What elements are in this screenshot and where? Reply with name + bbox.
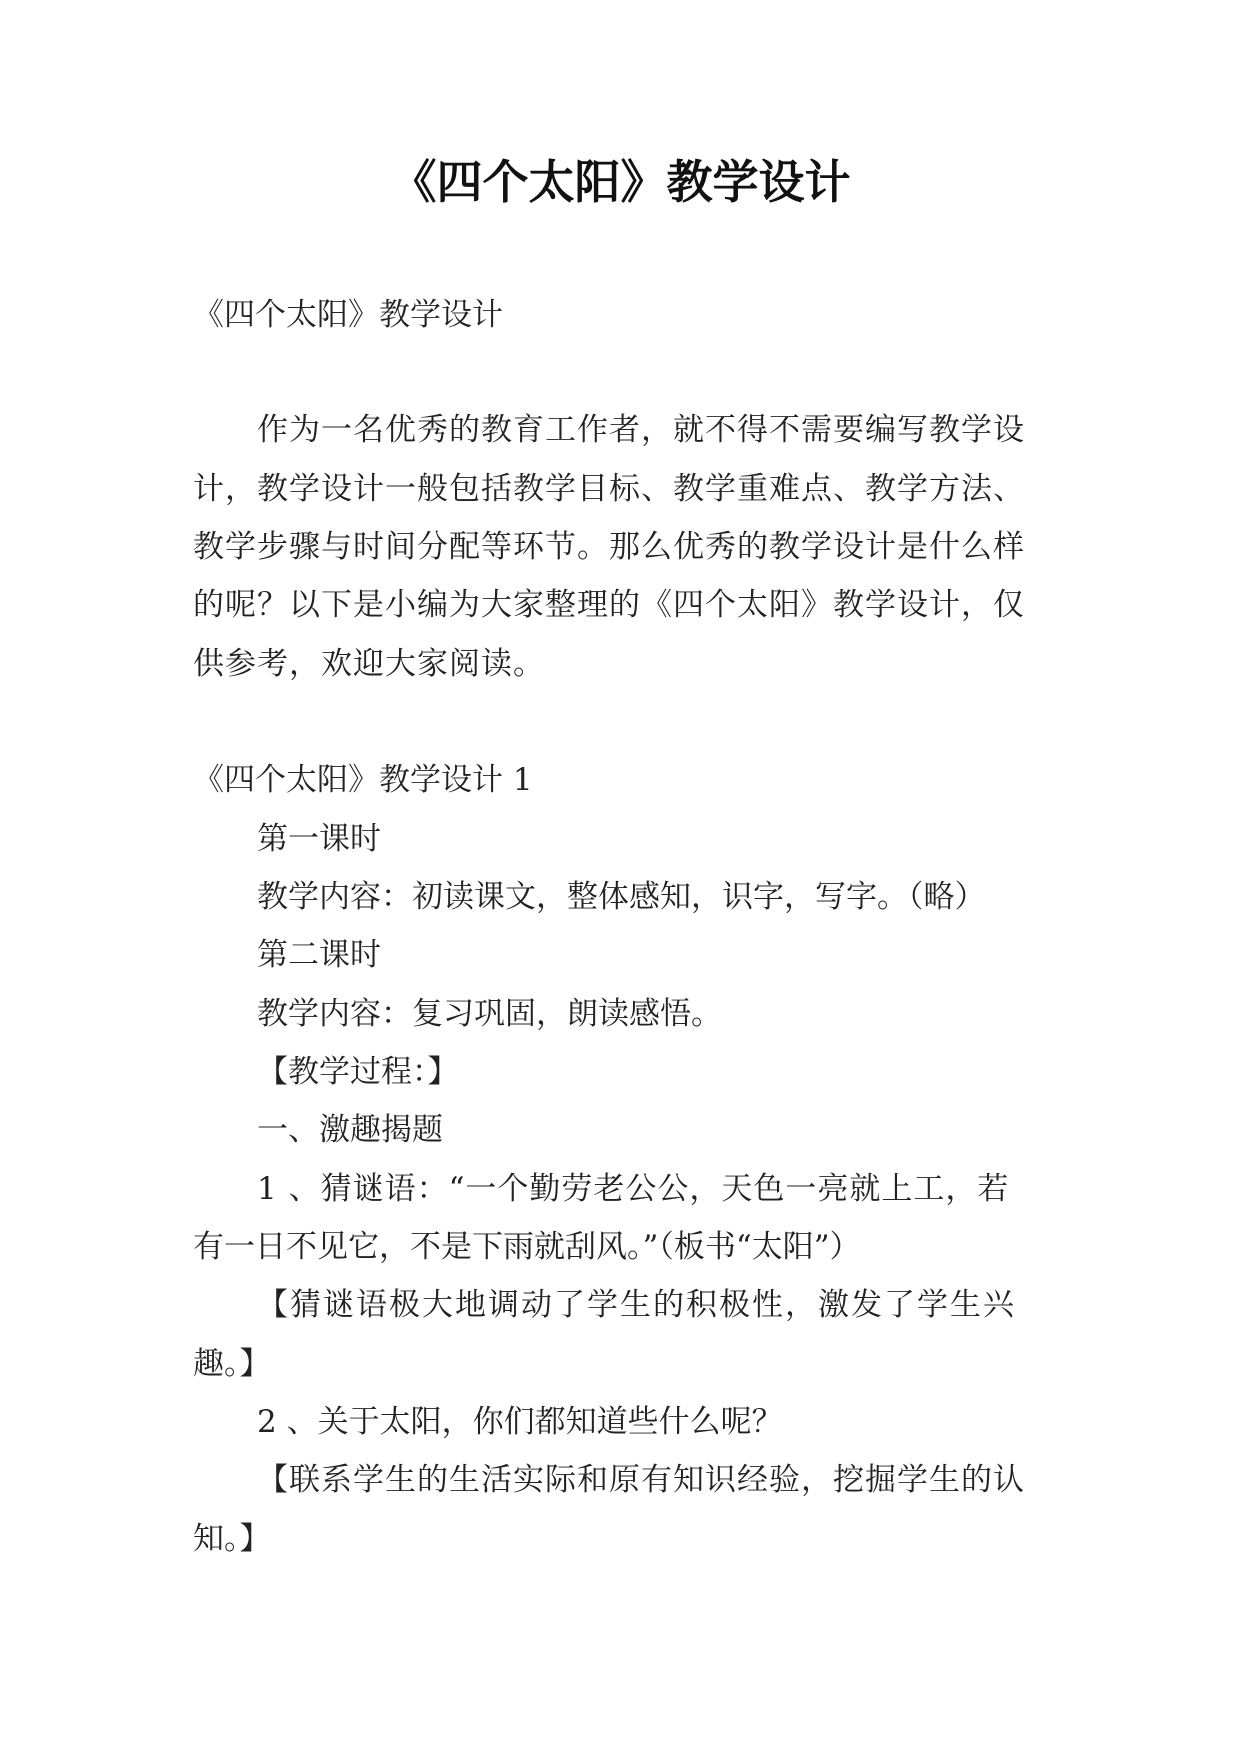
intro-paragraph-line: 的呢？以下是小编为大家整理的《四个太阳》教学设计，仅 (193, 587, 1025, 623)
body-paragraph-line: 有一日不见它，不是下雨就刮风。”（板书“太阳”） (193, 1229, 861, 1265)
doc-subtitle: 《四个太阳》教学设计 (193, 297, 503, 333)
intro-paragraph-line: 计，教学设计一般包括教学目标、教学重难点、教学方法、 (193, 471, 1025, 507)
intro-paragraph-line: 教学步骤与时间分配等环节。那么优秀的教学设计是什么样 (193, 529, 1025, 565)
intro-paragraph-line: 供参考，欢迎大家阅读。 (193, 646, 545, 682)
intro-paragraph-line: 作为一名优秀的教育工作者，就不得不需要编写教学设 (257, 412, 1025, 448)
lesson-heading: 第一课时 (257, 821, 381, 857)
body-paragraph-line: 2 、关于太阳，你们都知道些什么呢？ (257, 1404, 783, 1440)
document-title: 《四个太阳》教学设计 (390, 155, 851, 209)
step-heading: 一、激趣揭题 (257, 1112, 443, 1148)
process-heading: 【教学过程：】 (257, 1054, 459, 1090)
comment-line: 趣。】 (193, 1346, 271, 1382)
comment-line: 知。】 (193, 1521, 271, 1557)
lesson-content: 教学内容：初读课文，整体感知，识字，写字。（略） (257, 879, 986, 915)
comment-line: 【猜谜语极大地调动了学生的积极性，激发了学生兴 (257, 1287, 1016, 1323)
body-paragraph-line: 1 、猜谜语：“一个勤劳老公公，天色一亮就上工，若 (257, 1171, 1010, 1207)
comment-line: 【联系学生的生活实际和原有知识经验，挖掘学生的认 (257, 1462, 1025, 1498)
lesson-heading: 第二课时 (257, 937, 381, 973)
lesson-content: 教学内容：复习巩固，朗读感悟。 (257, 996, 722, 1032)
section-heading: 《四个太阳》教学设计 1 (193, 762, 533, 798)
